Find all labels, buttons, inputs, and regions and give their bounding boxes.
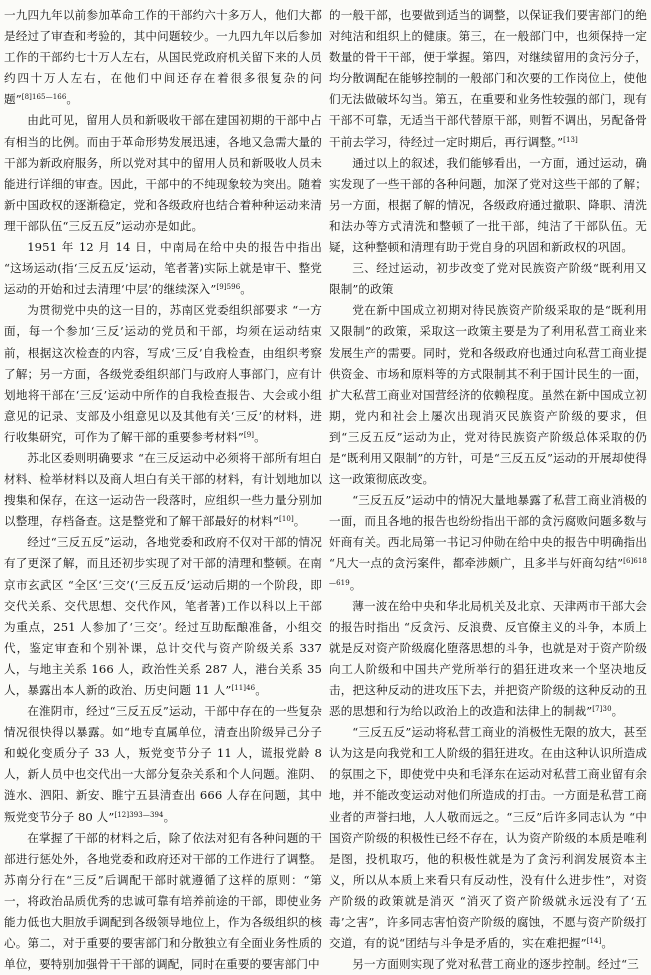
paragraph-text: 薄一波在给中央和华北局机关及北京、天津两市干部大会的报告时指出 “反贪污、反浪费、反官僚主义的斗争，本质上就是反对资产阶级腐化堕落思想的斗争，也就是对于资产阶级向工人阶级和中国共产党所举行的猖狂进攻来一个坚决地反击，把这种反动的进攻压下去，并把资产阶级的这种反动的丑恶的思想和行为给以政治上的改造和法律上的制裁” <box>329 598 647 719</box>
section-heading-text: 三、经过运动，初步改变了党对民族资产阶级“既利用又限制”的政策 <box>329 261 647 297</box>
paragraph <box>329 153 647 258</box>
paragraph-text: 经过“三反五反”运动，各地党委和政府不仅对干部的情况有了更深了解，而且还初步实现了对干部的清理和整顿。在南京市玄武区 “全区‘三交’(‘三反五反’运动后期的一个阶段，即交代关系、交代思想、交代作风，笔者著)工作以科以上干部为重点，251 人参加了‘三交’。经过互助酝酿准备，小组交代，鉴定审查和个别补课，总计交代与资产阶级关系 337 人，与地主关系 166 人，政治性关系 287 人，港台关系 35 人，暴露出本人新的政治、历史问题 11 人” <box>4 535 322 697</box>
paragraph-text: “三反五反”运动中的情况大量地暴露了私营工商业消极的一面，而且各地的报告也纷纷指出干部的贪污腐败问题多数与奸商有关。西北局第一书记习仲勋在给中央的报告中明确指出 “凡大一点的贪污案件，都牵涉颇广，且多半与奸商勾结” <box>329 493 647 571</box>
citation-ref: [9] <box>243 430 255 439</box>
paragraph-tail: 。 <box>240 282 252 297</box>
paragraph <box>4 300 322 448</box>
paragraph <box>4 5 322 110</box>
paragraph <box>4 448 322 532</box>
paragraph-text: 1951 年 12 月 14 日，中南局在给中央的报告中指出 “这场运动(指‘三反五反’运动，笔者著)实际上就是审干、整党运动的开始和过去清理‘中层’的继续深入” <box>4 240 322 297</box>
paragraph-text: “三反五反”运动将私营工商业的消极性无限的放大，甚至认为这是向我党和工人阶级的猖狂进攻。在由这种认识所造成的氛围之下，即使党中央和毛泽东在运动对私营工商业留有余地，并不能改变运动对他们所造成的打击。一方面是私营工商业者的声誉扫地，人人敬而远之。“三反”后许多同志认为 “中国资产阶级的积极性已经不存在，认为资产阶级的本质是唯利是图，投机取巧，他的积极性就是为了贪污利润发展资本主义，所以从本质上来看只有反动性，没有什么进步性”，对资产阶级的政策就是消灭 “消灭了资产阶级就永远没有了‘五毒’之害”，许多同志害怕资产阶级的腐蚀，不愿与资产阶级打交道，有的说“团结与斗争是矛盾的，实在难把握” <box>329 725 647 951</box>
paragraph-text: 党在新中国成立初期对待民族资产阶级采取的是“既利用又限制”的政策，采取这一政策主要是为了利用私营工商业来发展生产的需要。同时，党和各级政府也通过向私营工商业提供资金、市场和原料等的方式限制其不利于国计民生的一面，扩大私营工商业对国营经济的依赖程度。虽然在新中国成立初期，党内和社会上屡次出现消灭民族资产阶级的要求，但到“三反五反”运动为止，党对待民族资产阶级总体采取的仍是“既利用又限制”的方针，可是“三反五反”运动的开展却使得这一政策彻底改变。 <box>329 303 647 487</box>
left-column <box>4 5 322 972</box>
citation-ref: [11]46 <box>231 684 256 692</box>
paragraph-tail: 。 <box>255 683 267 697</box>
paragraph <box>329 596 647 723</box>
paragraph-text: 一九四九年以前参加革命工作的干部约六十多万人，他们大都是经过了审查和考验的，其中问题较少。一九四九年以后参加工作的干部约七十万人左右，从国民党政府机关留下来的人员约四十万人左右，在他们中间还存在着很多很复杂的问题” <box>4 8 322 107</box>
paragraph-text: 通过以上的叙述，我们能够看出，一方面，通过运动，确实发现了一些干部的各种问题，加深了党对这些干部的了解；另一方面，根据了解的情况，各级政府通过撤职、降职、清洗和法办等方式清洗和整顿了一批干部，纯洁了干部队伍。无疑，这种整顿和清理有助于党自身的巩固和新政权的巩固。 <box>329 155 647 255</box>
paragraph-tail: 。 <box>66 92 79 107</box>
paragraph <box>4 237 322 300</box>
paragraph-tail: 。 <box>293 514 306 529</box>
paragraph <box>329 722 647 954</box>
paragraph-text: 的一般干部，也要做到适当的调整，以保证我们要害部门的绝对纯洁和组织上的健康。第三，在一般部门中，也须保持一定数量的骨干干部，便于掌握。第四，对继续留用的贪污分子，均分散调配在能够控制的一般部门和次要的工作岗位上，使他们无法做破坏勾当。第五，在重要和业务性较强的部门，现有干部不可靠，无适当干部代替原干部，则暂不调出，另配备骨干前去学习，待经过一定时期后，再行调整。” <box>329 8 647 149</box>
citation-ref: [8]165—166 <box>21 93 67 102</box>
paragraph-text: 在掌握了干部的材料之后，除了依法对犯有各种问题的干部进行惩处外，各地党委和政府还对干部的工作进行了调整。苏南分行在“三反”后调配干部时就遵循了这样的原则：“第一，将政治品质优秀的忠诚可靠有培养前途的干部，即使业务能力低也大胆放手调配到各级领导地位上，作为各级组织的核心。第二，对于重要的要害部门和分散独立有全面业务性质的单位，要特别加强骨干干部的调配，同时在重要的要害部门中 <box>4 830 322 972</box>
paragraph-text: 另一方面则实现了党对私营工商业的逐步控制。经过“三 <box>352 957 639 972</box>
paragraph <box>329 5 647 153</box>
paragraph-text: 为贯彻党中央的这一目的，苏南区党委组织部要求 “一方面，每一个参加‘三反’运动的党员和干部，均须在运动结束前，根据这次检查的内容，写成‘三反’自我检查，由组织考察了解；另一方面，各级党委组织部门与政府人事部门，应有计划地将干部在‘三反’运动中所作的自我检查报告、大会或小组意见的记录、支部及小组意见以及其他有关‘三反’的材料，进行收集研究，可作为了解干部的重要参考材料” <box>4 303 322 444</box>
citation-ref: [10] <box>279 515 294 524</box>
paragraph-tail: 。 <box>349 577 362 592</box>
paragraph <box>4 532 322 701</box>
paragraph-tail: 。 <box>601 936 614 951</box>
paragraph <box>329 300 647 490</box>
citation-ref: [14] <box>586 937 602 946</box>
citation-ref: [7]30 <box>592 705 612 714</box>
paragraph-tail: 。 <box>611 704 624 719</box>
citation-ref: [9]596 <box>216 283 241 292</box>
paragraph-tail: 。 <box>163 809 176 824</box>
citation-ref: [6]618—619 <box>329 557 647 587</box>
right-column <box>329 5 647 972</box>
paragraph <box>4 110 322 237</box>
section-heading <box>329 258 647 300</box>
paragraph <box>4 701 322 828</box>
paragraph-tail: 。 <box>254 429 266 444</box>
paragraph <box>329 490 647 595</box>
paragraph-text: 在淮阴市，经过“三反五反”运动，干部中存在的一些复杂情况很快得以暴露。如“地专直属单位，清查出阶级异己分子和蜕化变质分子 33 人，叛党变节分子 11 人，谎报党龄 8 人，新人员中也交代出一大部分复杂关系和个人问题。淮阴、涟水、泗阳、新安、睢宁五县清查出 666 人存在问题，其中叛党变节分子 80 人” <box>4 704 322 824</box>
paragraph <box>4 828 322 975</box>
citation-ref: [12]393—394 <box>114 810 164 819</box>
paragraph <box>329 954 647 975</box>
citation-ref: [13] <box>563 135 578 144</box>
paragraph-text: 苏北区委则明确要求 “在三反运动中必须将干部所有坦白材料、检举材料以及商人坦白有关干部的材料，有计划地加以搜集和保存，在这一运动告一段落时，应组织一些力量分别加以整理，存档备查。这是整党和了解干部最好的材料” <box>4 450 322 529</box>
paragraph-text: 由此可见，留用人员和新吸收干部在建国初期的干部中占有相当的比例。而由于革命形势发展迅速，各地又急需大量的干部为新政府服务，所以党对其中的留用人员和新吸收人员未能进行详细的审查。因此，干部中的不纯现象较为突出。随着新中国政权的逐渐稳定，党和各级政府也结合着种种运动来清理干部队伍“三反五反”运动亦是如此。 <box>4 113 322 233</box>
